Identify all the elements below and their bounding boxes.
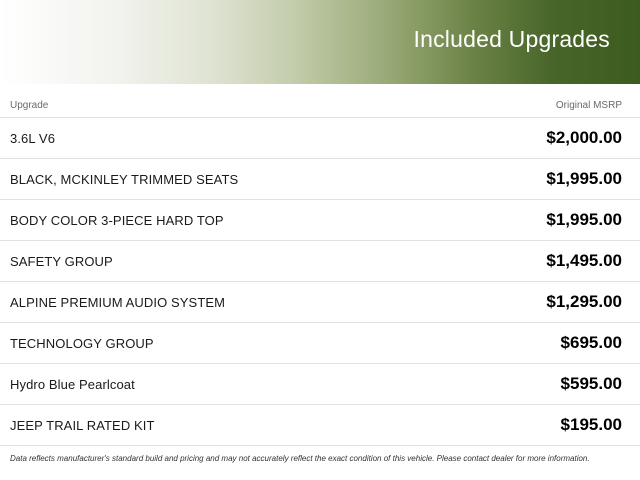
table-row (0, 241, 640, 282)
disclaimer-text: Data reflects manufacturer's standard build and pricing and may not accurately reflect the exact condition of this vehicle. Please contact dealer for more information. (10, 454, 590, 463)
table-row (0, 200, 640, 241)
upgrade-price: $1,495.00 (546, 251, 622, 270)
upgrade-name: 3.6L V6 (10, 130, 56, 146)
table-row (0, 364, 640, 405)
upgrade-name: BODY COLOR 3-PIECE HARD TOP (10, 212, 224, 228)
upgrade-name: Hydro Blue Pearlcoat (10, 376, 135, 392)
upgrade-price: $1,995.00 (546, 210, 622, 229)
column-header-original-msrp: Original MSRP (555, 100, 622, 111)
upgrade-price: $195.00 (560, 415, 622, 434)
column-header-upgrade: Upgrade (10, 100, 49, 111)
upgrade-name: SAFETY GROUP (10, 253, 113, 269)
upgrade-name: JEEP TRAIL RATED KIT (10, 417, 155, 433)
table-row (0, 405, 640, 446)
table-row (0, 282, 640, 323)
upgrade-name: ALPINE PREMIUM AUDIO SYSTEM (10, 294, 226, 310)
upgrade-price: $1,995.00 (546, 169, 622, 188)
upgrade-price: $2,000.00 (546, 128, 622, 147)
table-row (0, 117, 640, 159)
upgrade-name: BLACK, MCKINLEY TRIMMED SEATS (10, 171, 239, 187)
table-row (0, 159, 640, 200)
page-title: Included Upgrades (413, 26, 610, 52)
upgrade-price: $1,295.00 (546, 292, 622, 311)
page-header-banner (0, 0, 640, 84)
upgrade-price: $595.00 (560, 374, 622, 393)
table-row (0, 323, 640, 364)
upgrade-price: $695.00 (560, 333, 622, 352)
upgrade-name: TECHNOLOGY GROUP (10, 335, 154, 351)
table-column-headers (0, 84, 640, 117)
upgrades-table (0, 117, 640, 446)
